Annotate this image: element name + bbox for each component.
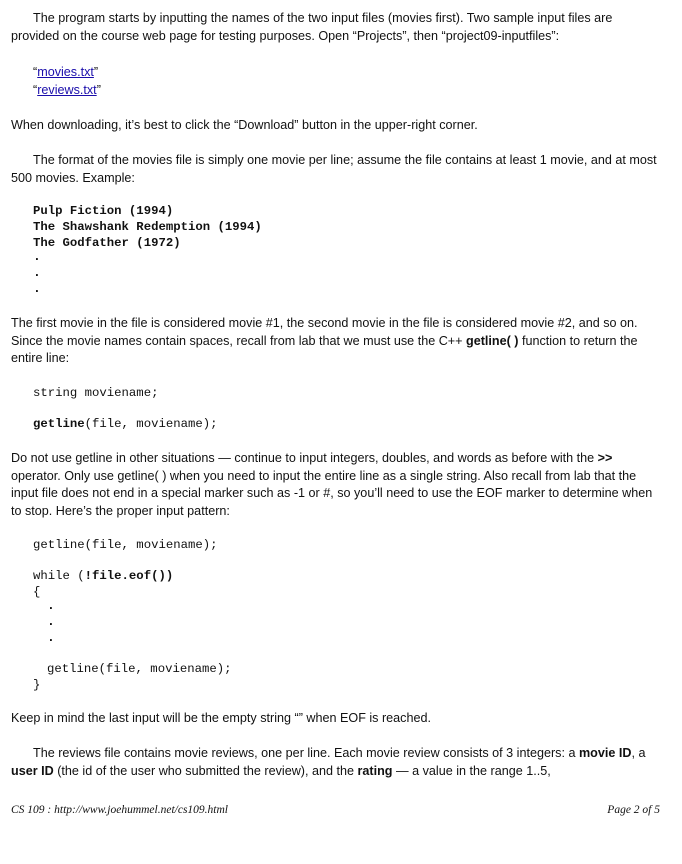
download-paragraph: When downloading, it’s best to click the “Download” button in the upper-right corner. (11, 118, 478, 132)
footer-page-number: Page 2 of 5 (607, 804, 660, 816)
ellipsis-dot: . (33, 281, 41, 296)
text-span: The first movie in the file is considered movie #1, the second movie in the file is considered movie #2, and so on. Since the movie names contain spaces, recall from lab that we must use the C++ (11, 316, 638, 348)
operator-bold: >> (597, 451, 613, 465)
while-condition: !file.eof (84, 569, 152, 583)
movie-example-line: The Shawshank Redemption (1994) (33, 220, 262, 234)
movie-example-line: Pulp Fiction (1994) (33, 204, 174, 218)
ellipsis-dot: . (47, 598, 55, 613)
footer-left: CS 109 : http://www.joehummel.net/cs109.html (11, 804, 228, 816)
ellipsis-dot: . (33, 249, 41, 264)
reviews-paragraph (11, 745, 661, 780)
code-close-brace: } (33, 678, 41, 692)
getline-usage-paragraph (11, 450, 661, 520)
movies-link-line (33, 64, 333, 82)
text-span: The reviews file contains movie reviews, one per line. Each movie review consists of 3 integers: a (33, 746, 579, 760)
format-paragraph: The format of the movies file is simply one movie per line; assume the file contains at least 1 movie, and at most 500 movies. Example: (11, 153, 657, 185)
text-span: (the id of the user who submitted the review), and the (53, 763, 358, 778)
user-id-bold: user ID (11, 763, 54, 778)
reviews-link-line (33, 82, 333, 100)
eof-paragraph: Keep in mind the last input will be the empty string “” when EOF is reached. (11, 711, 431, 725)
text-span: — a value in the range 1..5, (392, 763, 551, 778)
movie-id-bold: movie ID (578, 746, 632, 760)
reviews-txt-link[interactable]: reviews.txt (37, 83, 97, 97)
getline-keyword: getline (33, 417, 85, 431)
code-pattern-getline: getline(file, moviename); (33, 538, 218, 552)
ellipsis-dot: . (33, 265, 41, 280)
movies-txt-link[interactable]: movies.txt (37, 65, 94, 79)
first-movie-paragraph (11, 315, 661, 368)
while-end: ()) (151, 569, 174, 583)
text-span: Do not use getline in other situations — continue to input integers, doubles, and words as before with the (11, 451, 598, 465)
quote-open: “ (33, 65, 38, 79)
ellipsis-dot: . (47, 614, 55, 629)
rating-bold: rating (357, 763, 393, 778)
quote-close: ” (93, 65, 99, 79)
code-loop-getline: getline(file, moviename); (47, 662, 232, 676)
quote-close: ” (96, 83, 101, 97)
code-getline-call (33, 416, 217, 432)
code-while (33, 568, 173, 584)
getline-args: (file, moviename); (84, 417, 218, 431)
text-span: , a (631, 746, 646, 760)
intro-paragraph: The program starts by inputting the names of the two input files (movies first). Two sample input files are provided on the course web page for testing purposes. Open “Projects”, then “project09-inputfiles”: (11, 11, 613, 43)
text-span: operator. Only use getline( ) when you need to input the entire line as a single string. Also recall from lab that the input file does not end in a special marker such as -1 or #, so you’ll need to use the EOF marker to determine when to stop. Here’s the proper input pattern: (11, 468, 653, 518)
quote-open: “ (33, 83, 38, 97)
code-declaration: string moviename; (33, 386, 159, 400)
ellipsis-dot: . (47, 630, 55, 645)
code-open-brace: { (33, 585, 41, 599)
getline-bold: getline( ) (466, 333, 519, 348)
text-span: function to return the entire line: (11, 333, 638, 366)
while-keyword: while ( (33, 569, 85, 583)
movie-example-line: The Godfather (1972) (33, 236, 181, 250)
